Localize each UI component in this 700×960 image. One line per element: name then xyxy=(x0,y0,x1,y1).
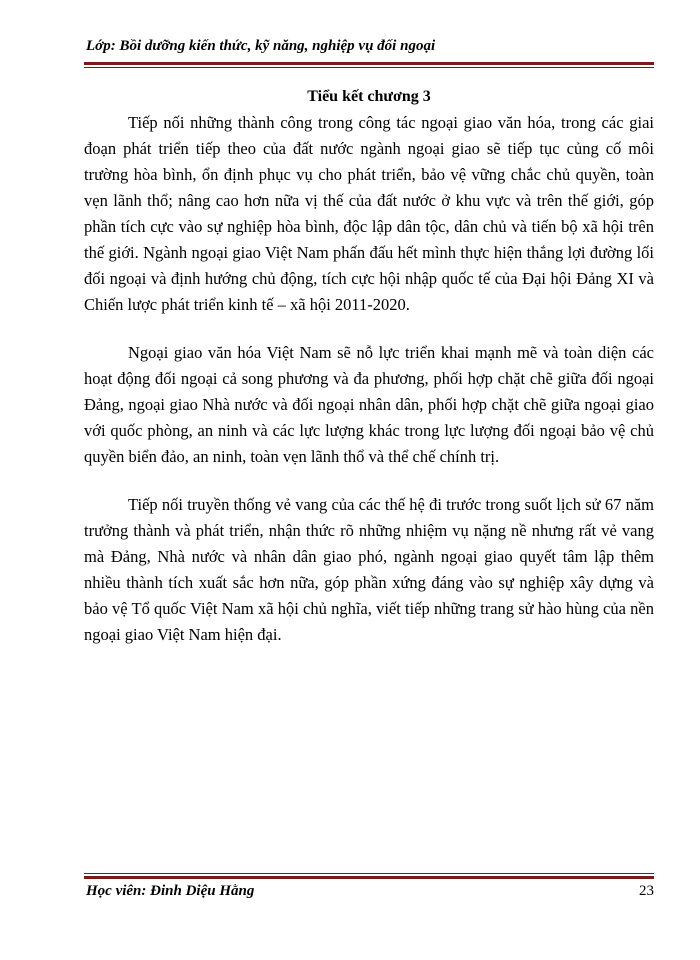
paragraph-1: Tiếp nối những thành công trong công tác ngoại giao văn hóa, trong các giai đoạn phát triển tiếp theo của đất nước ngành ngoại giao sẽ tiếp tục củng cố môi trường hòa bình, ổn định phục vụ cho phát triển, bảo vệ vững chắc chủ quyền, toàn vẹn lãnh thổ; nâng cao hơn nữa vị thế của đất nước ở khu vực và trên thế giới, góp phần tích cực vào sự nghiệp hòa bình, độc lập dân tộc, dân chủ và tiến bộ xã hội trên thế giới. Ngành ngoại giao Việt Nam phấn đấu hết mình thực hiện thắng lợi đường lối đối ngoại và định hướng chủ động, tích cực hội nhập quốc tế của Đại hội Đảng XI và Chiến lược phát triển kinh tế – xã hội 2011-2020. xyxy=(84,113,654,314)
paragraph-3: Tiếp nối truyền thống vẻ vang của các thế hệ đi trước trong suốt lịch sử 67 năm trưởng thành và phát triển, nhận thức rõ những nhiệm vụ nặng nề nhưng rất vẻ vang mà Đảng, Nhà nước và nhân dân giao phó, ngành ngoại giao quyết tâm lập thêm nhiều thành tích xuất sắc hơn nữa, góp phần xứng đáng vào sự nghiệp xây dựng và bảo vệ Tổ quốc Việt Nam xã hội chủ nghĩa, viết tiếp những trang sử hào hùng của nền ngoại giao Việt Nam hiện đại. xyxy=(84,495,654,644)
section-title: Tiểu kết chương 3 xyxy=(307,88,431,105)
header-class-name: Lớp: Bồi dưỡng kiến thức, kỹ năng, nghiệp vụ đối ngoại xyxy=(86,38,436,54)
page-number: 23 xyxy=(639,883,654,899)
paragraph-2: Ngoại giao văn hóa Việt Nam sẽ nỗ lực triển khai mạnh mẽ và toàn diện các hoạt động đối ngoại cả song phương và đa phương, phối hợp chặt chẽ giữa đối ngoại Đảng, ngoại giao Nhà nước và đối ngoại nhân dân, phối hợp chặt chẽ giữa ngoại giao với quốc phòng, an ninh và các lực lượng khác trong lực lượng đối ngoại bảo vệ chủ quyền biển đảo, an ninh, toàn vẹn lãnh thổ và thể chế chính trị. xyxy=(84,343,654,466)
footer-student-name: Học viên: Đinh Diệu Hằng xyxy=(86,883,255,899)
body-text xyxy=(84,110,654,670)
footer-divider xyxy=(84,873,654,879)
header-divider xyxy=(84,62,654,68)
